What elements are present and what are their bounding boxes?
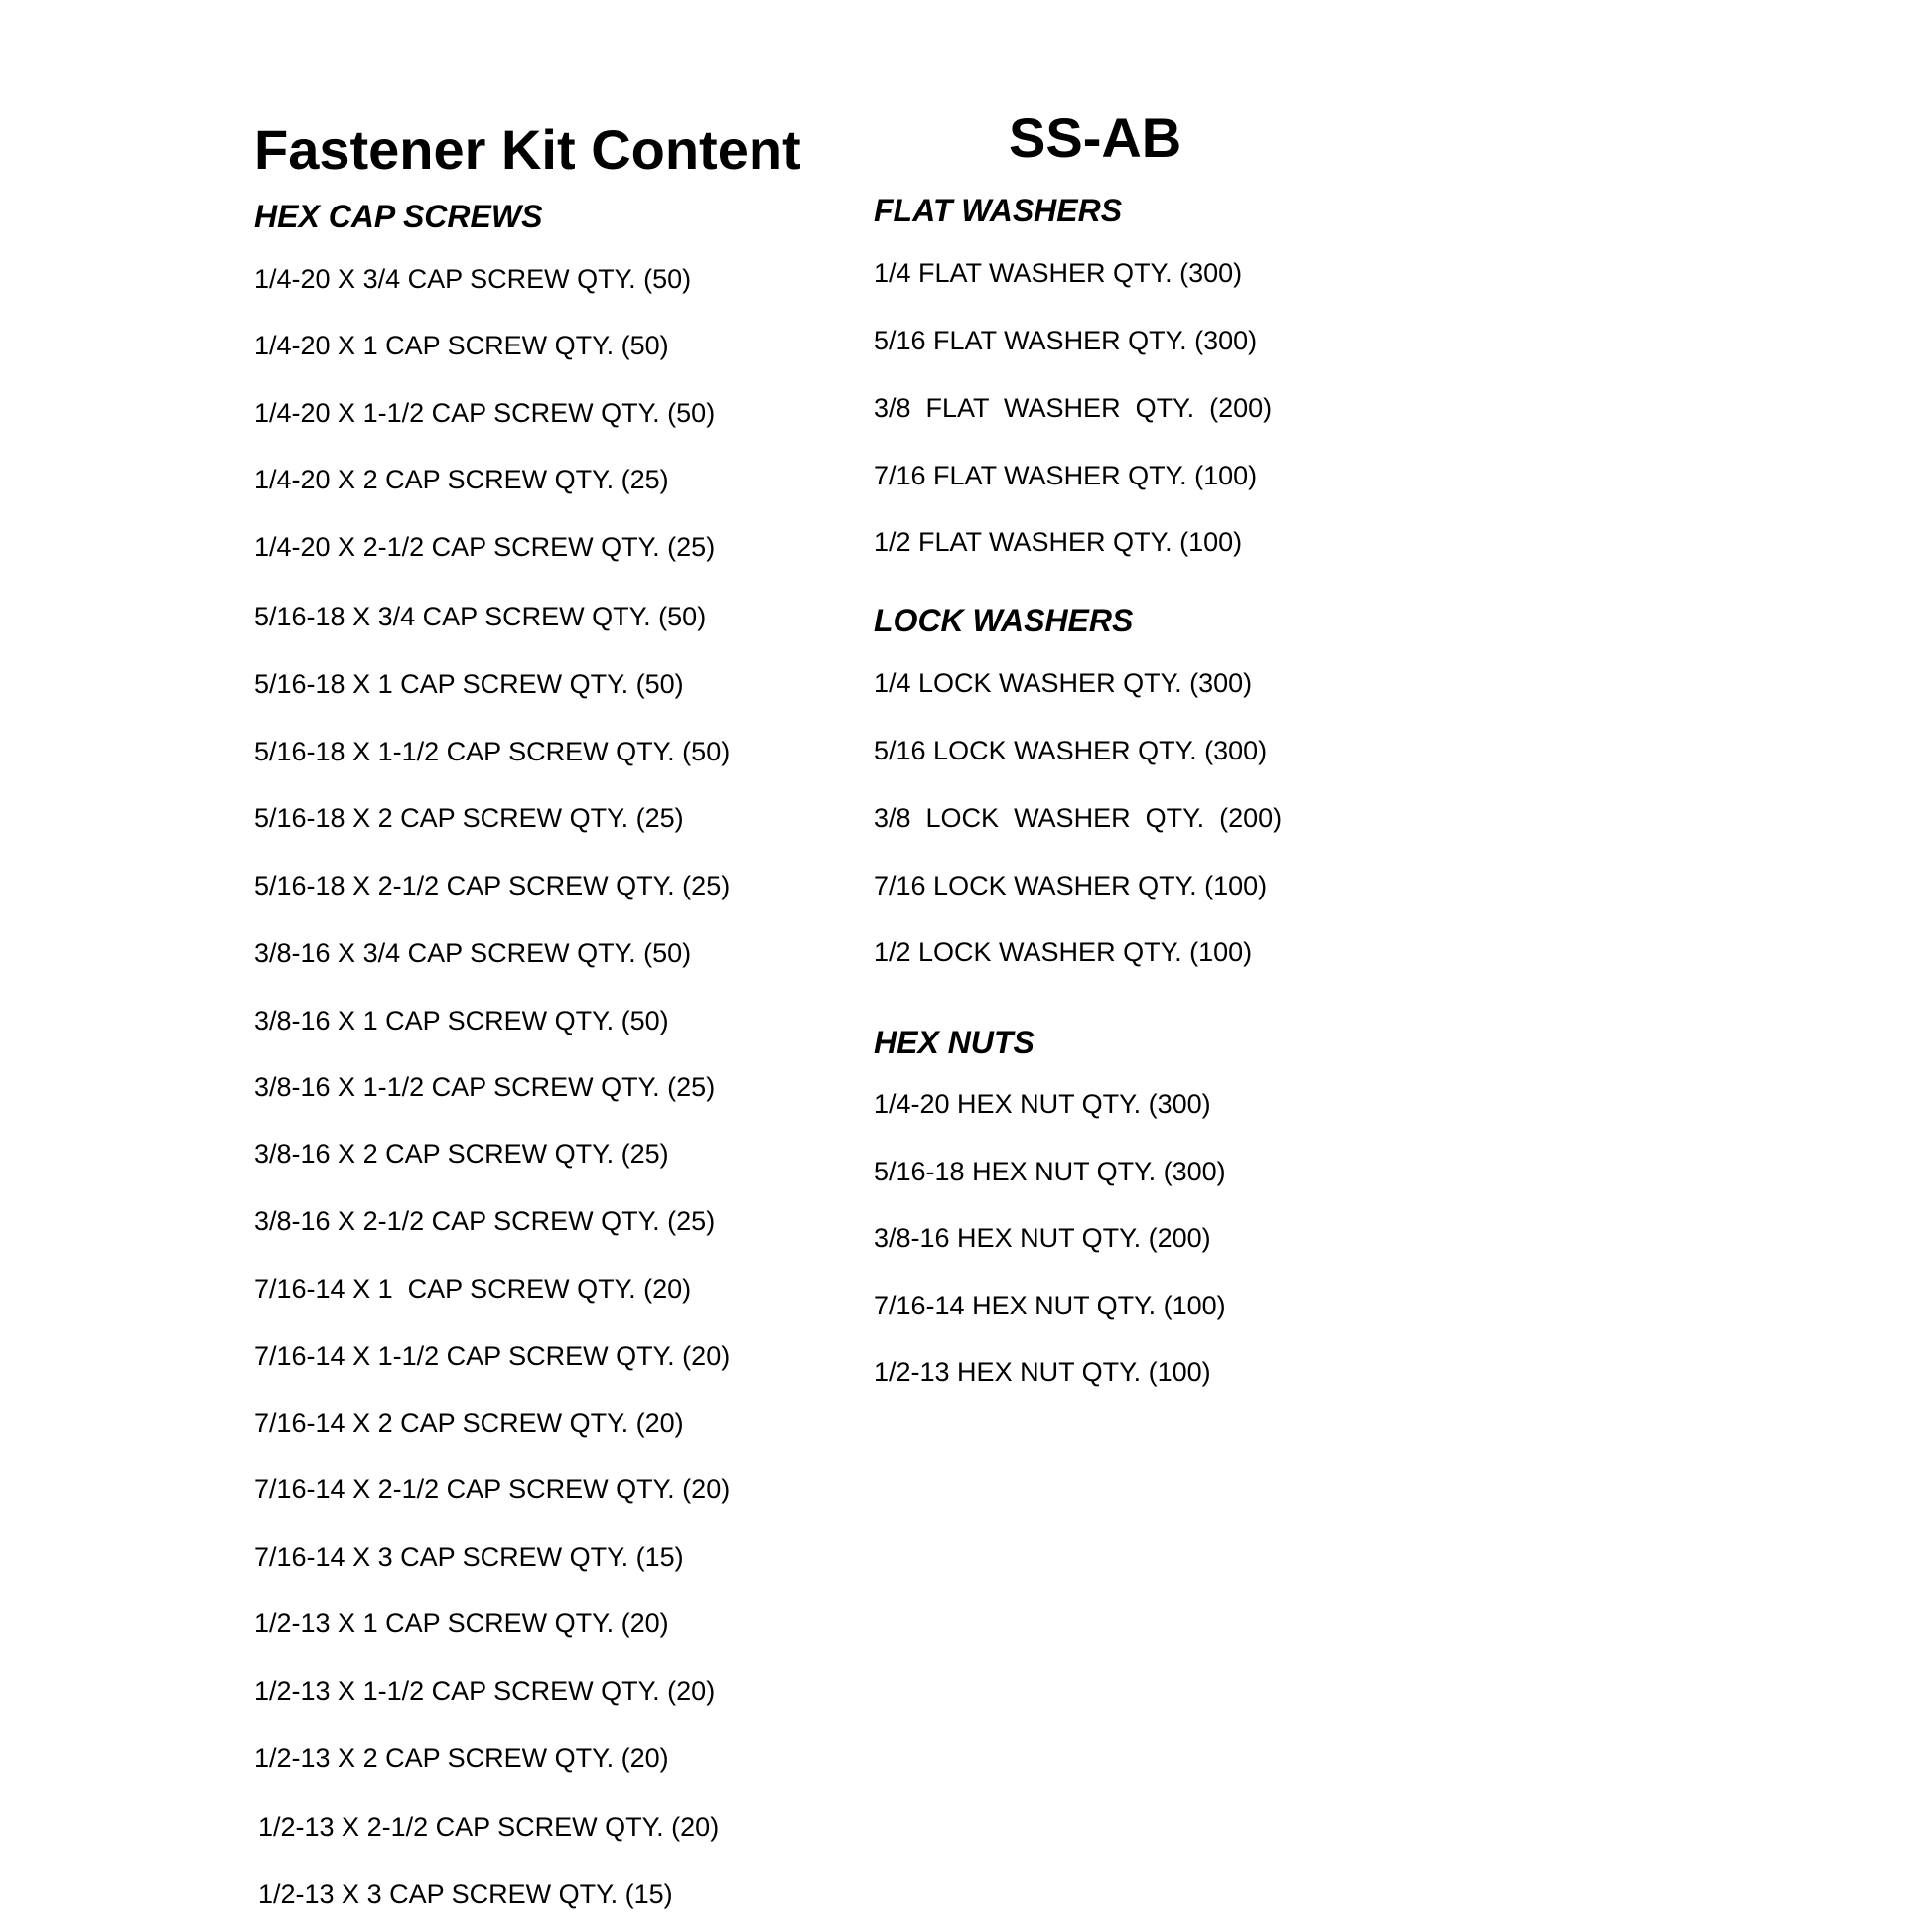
section-heading-flat-washers: FLAT WASHERS bbox=[874, 193, 1123, 228]
list-item: 7/16-14 X 1-1/2 CAP SCREW QTY. (20) bbox=[254, 1341, 731, 1371]
list-item: 3/8 LOCK WASHER QTY. (200) bbox=[874, 803, 1283, 833]
list-item: 7/16-14 HEX NUT QTY. (100) bbox=[874, 1291, 1226, 1320]
list-item: 5/16-18 HEX NUT QTY. (300) bbox=[874, 1157, 1226, 1186]
list-item: 1/2-13 X 3 CAP SCREW QTY. (15) bbox=[258, 1879, 673, 1909]
list-item: 3/8-16 X 2 CAP SCREW QTY. (25) bbox=[254, 1139, 669, 1169]
list-item: 1/4-20 X 2 CAP SCREW QTY. (25) bbox=[254, 465, 669, 494]
list-item: 3/8 FLAT WASHER QTY. (200) bbox=[874, 393, 1273, 423]
list-item: 7/16-14 X 3 CAP SCREW QTY. (15) bbox=[254, 1542, 684, 1572]
list-item: 1/4-20 X 3/4 CAP SCREW QTY. (50) bbox=[254, 264, 692, 294]
list-item: 7/16-14 X 1 CAP SCREW QTY. (20) bbox=[254, 1274, 692, 1304]
section-heading-hex-cap-screws: HEX CAP SCREWS bbox=[254, 199, 543, 234]
list-item: 3/8-16 X 1-1/2 CAP SCREW QTY. (25) bbox=[254, 1072, 716, 1102]
list-item: 3/8-16 X 1 CAP SCREW QTY. (50) bbox=[254, 1006, 669, 1035]
list-item: 1/2-13 X 1 CAP SCREW QTY. (20) bbox=[254, 1608, 669, 1638]
list-item: 1/4 LOCK WASHER QTY. (300) bbox=[874, 668, 1253, 698]
list-item: 1/4-20 X 1-1/2 CAP SCREW QTY. (50) bbox=[254, 398, 716, 428]
list-item: 5/16-18 X 2 CAP SCREW QTY. (25) bbox=[254, 803, 684, 833]
kit-code: SS-AB bbox=[1009, 106, 1182, 169]
list-item: 3/8-16 X 2-1/2 CAP SCREW QTY. (25) bbox=[254, 1206, 716, 1236]
list-item: 5/16-18 X 2-1/2 CAP SCREW QTY. (25) bbox=[254, 871, 731, 900]
section-heading-hex-nuts: HEX NUTS bbox=[874, 1025, 1035, 1060]
list-item: 1/4-20 HEX NUT QTY. (300) bbox=[874, 1089, 1211, 1119]
list-item: 1/2-13 X 2-1/2 CAP SCREW QTY. (20) bbox=[258, 1812, 720, 1842]
section-heading-lock-washers: LOCK WASHERS bbox=[874, 603, 1134, 638]
list-item: 3/8-16 HEX NUT QTY. (200) bbox=[874, 1223, 1211, 1253]
list-item: 7/16-14 X 2 CAP SCREW QTY. (20) bbox=[254, 1408, 684, 1438]
list-item: 1/2-13 X 2 CAP SCREW QTY. (20) bbox=[254, 1743, 669, 1773]
list-item: 1/2-13 HEX NUT QTY. (100) bbox=[874, 1357, 1211, 1387]
list-item: 1/4-20 X 1 CAP SCREW QTY. (50) bbox=[254, 331, 669, 360]
list-item: 1/2-13 X 1-1/2 CAP SCREW QTY. (20) bbox=[254, 1676, 716, 1706]
list-item: 1/2 FLAT WASHER QTY. (100) bbox=[874, 527, 1243, 557]
document-title: Fastener Kit Content bbox=[254, 118, 801, 181]
list-item: 5/16 FLAT WASHER QTY. (300) bbox=[874, 326, 1258, 355]
list-item: 5/16-18 X 1 CAP SCREW QTY. (50) bbox=[254, 669, 684, 699]
list-item: 7/16-14 X 2-1/2 CAP SCREW QTY. (20) bbox=[254, 1474, 731, 1504]
list-item: 5/16 LOCK WASHER QTY. (300) bbox=[874, 736, 1268, 765]
list-item: 1/4 FLAT WASHER QTY. (300) bbox=[874, 258, 1243, 288]
list-item: 7/16 LOCK WASHER QTY. (100) bbox=[874, 871, 1268, 900]
list-item: 5/16-18 X 1-1/2 CAP SCREW QTY. (50) bbox=[254, 737, 731, 766]
list-item: 5/16-18 X 3/4 CAP SCREW QTY. (50) bbox=[254, 602, 707, 631]
list-item: 1/2 LOCK WASHER QTY. (100) bbox=[874, 937, 1253, 967]
list-item: 7/16 FLAT WASHER QTY. (100) bbox=[874, 461, 1258, 490]
list-item: 1/4-20 X 2-1/2 CAP SCREW QTY. (25) bbox=[254, 532, 716, 562]
list-item: 3/8-16 X 3/4 CAP SCREW QTY. (50) bbox=[254, 938, 692, 968]
